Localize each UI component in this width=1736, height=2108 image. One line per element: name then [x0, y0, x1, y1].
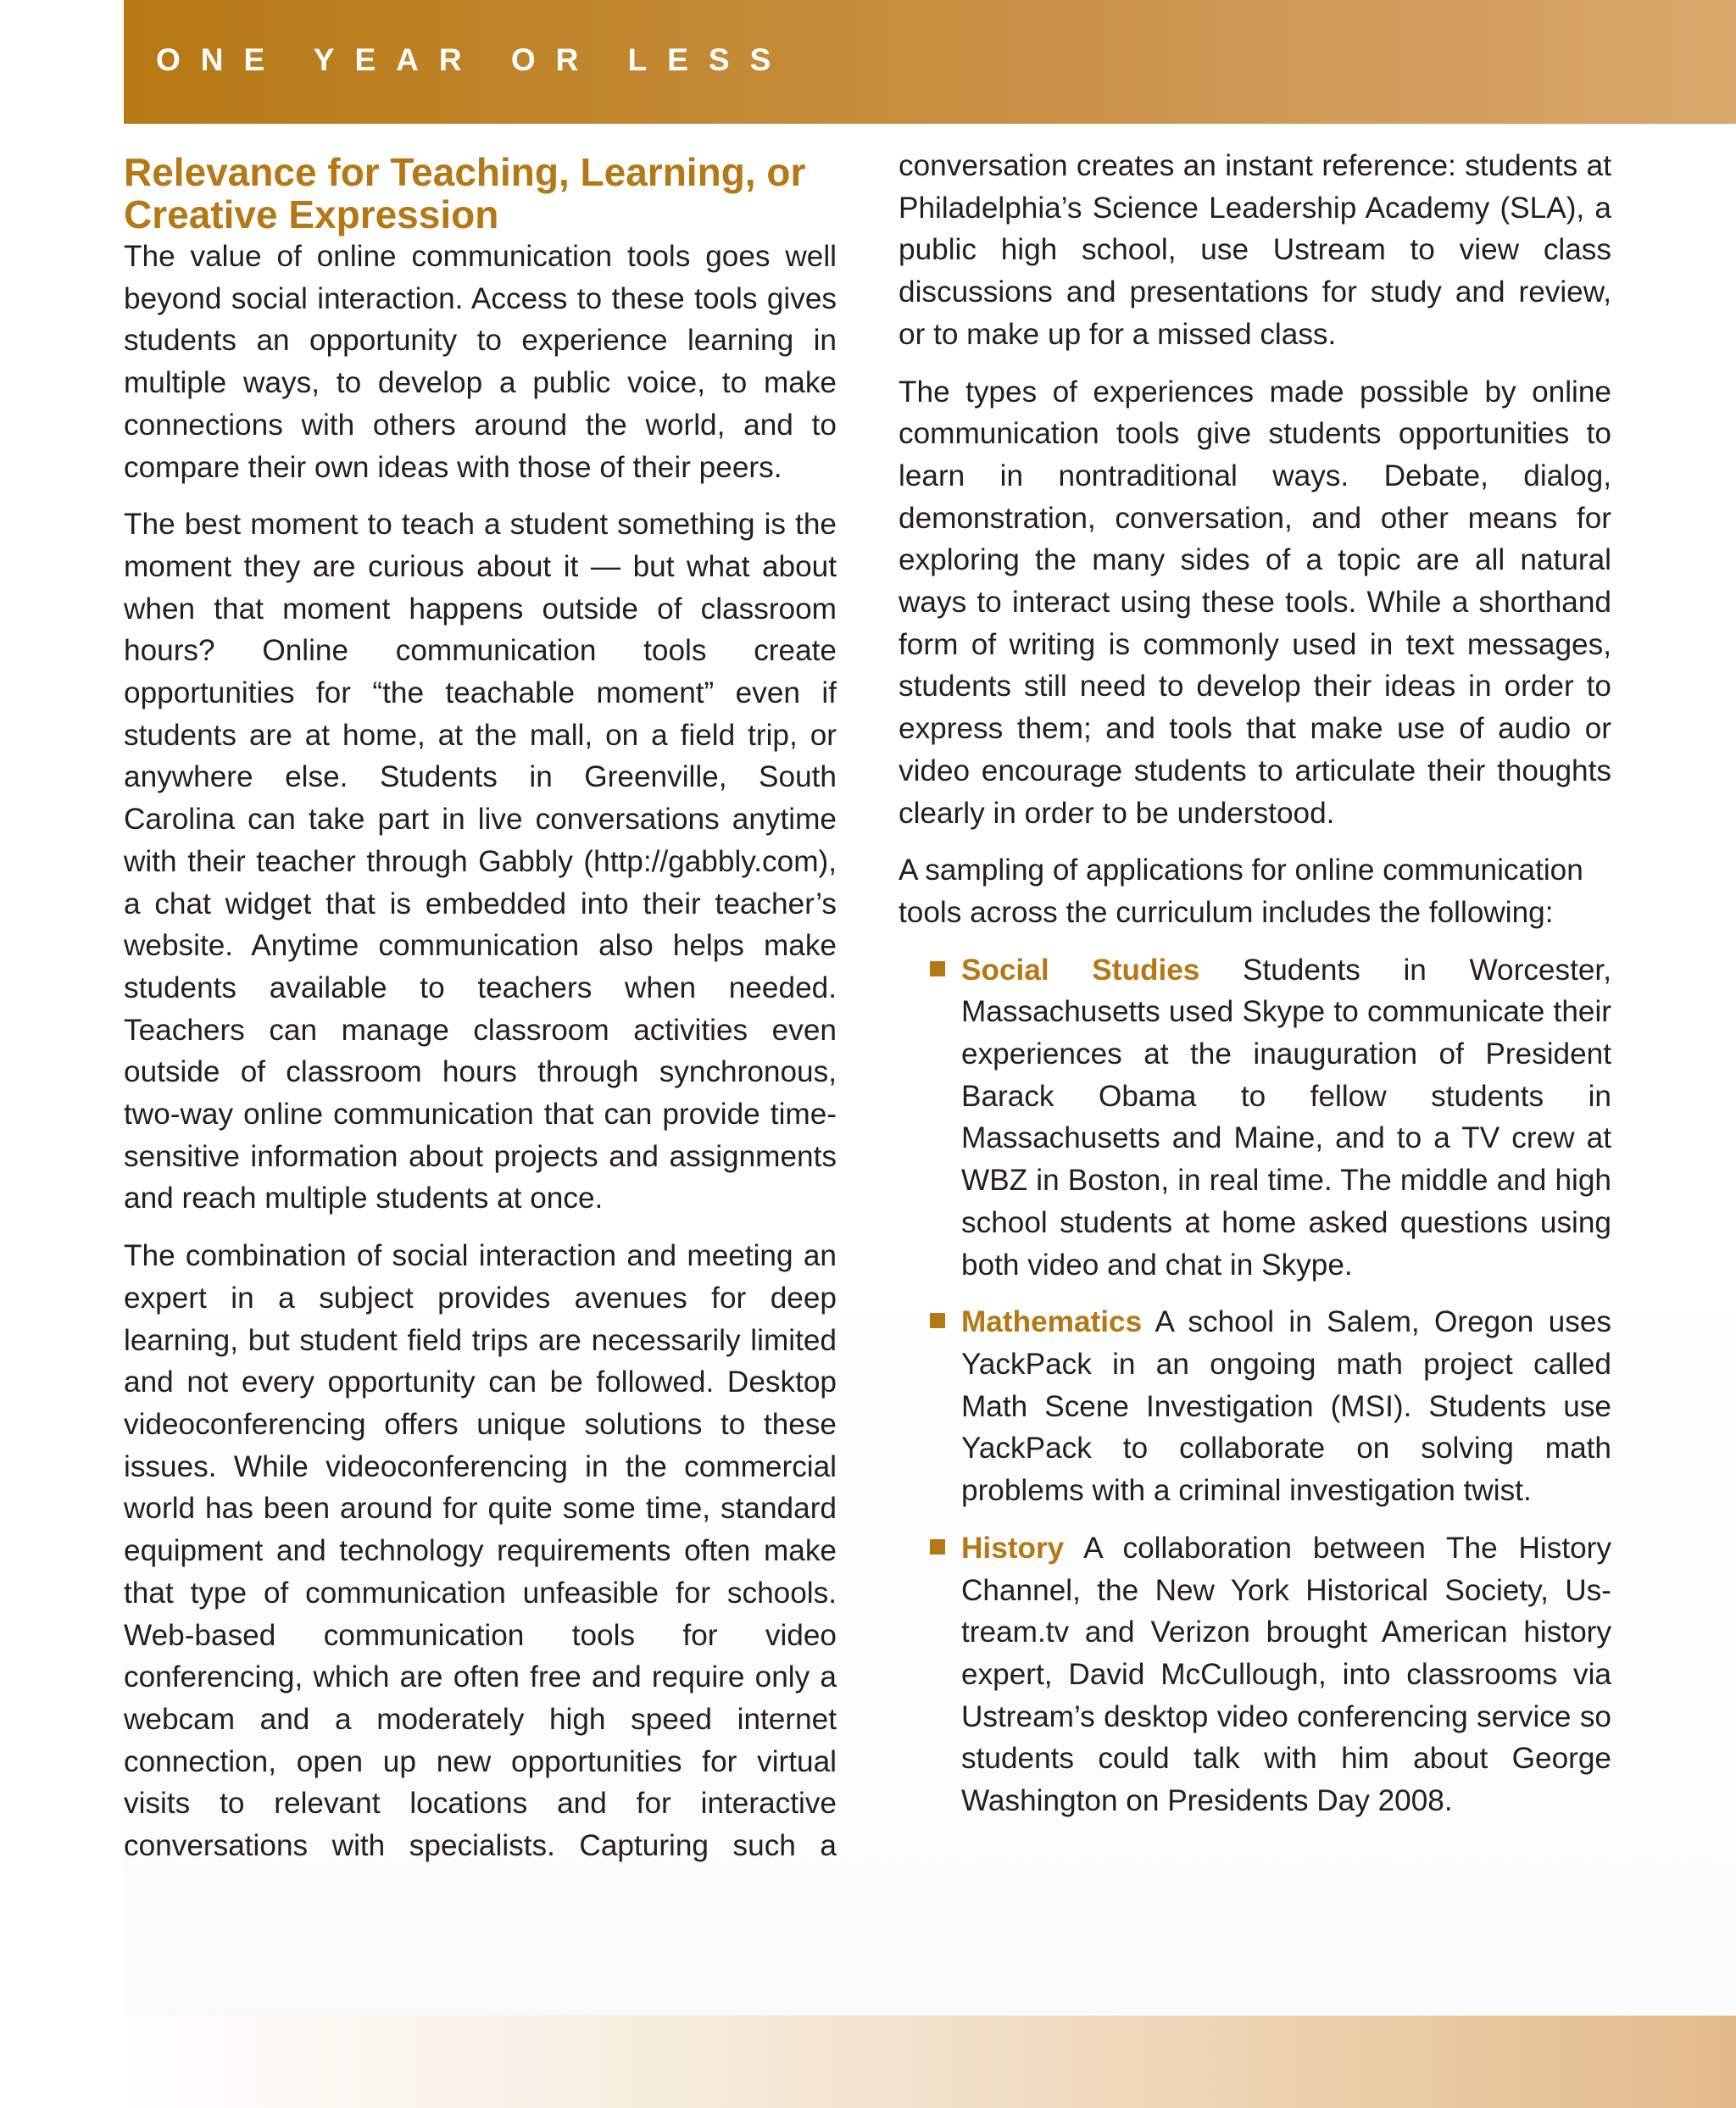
bullet-text: A collaboration between The History Channel, the New York Historical Society, Us-tream.tv and Verizon brought American history expert, David McCullough, into classrooms via Ustream’s desktop video conferencing service so students could talk with him about George Washington on Presidents Day 2008. — [961, 1531, 1611, 1818]
footer-band — [124, 2016, 1736, 2108]
right-column — [899, 145, 1611, 1838]
bullet-text: Students in Worcester, Massachusetts used Skype to communicate their experiences at the inauguration of President Barack Obama to fellow students in Massachusetts and Maine, and to a TV crew at WBZ in Boston, in real time. The middle and high school students at home asked questions using both video and chat in Skype. — [961, 953, 1611, 1282]
header-title: ONE YEAR OR LESS — [156, 42, 792, 77]
left-paragraph-3: The combination of social interaction and meeting an expert in a subject provides avenues for deep learning, but student field trips are necessarily limited and not every opportunity can be followed. Desktop videoconferencing offers unique solutions to these issues. While videoconferencing in the commercial world has been around for quite some time, standard equipment and technology requirements often make that type of communication unfeasible for schools. Web-based communication tools for video conferencing, which are often free and require only a webcam and a moderately high speed internet connection, open up new opportunities for virtual visits to relevant locations and for interactive conversations with specialists. Capturing such a — [124, 1239, 837, 1863]
list-item-mathematics — [961, 1301, 1611, 1512]
square-bullet-icon — [930, 1539, 945, 1555]
right-paragraph-2: The types of experiences made possible by online communication tools give students opportunities to learn in nontraditional ways. Debate, dialog, demonstration, conversation, and other means for exploring the many sides of a topic are all natural ways to interact using these tools. While a shorthand form of writing is commonly used in text messages, students still need to develop their ideas in order to express them; and tools that make use of audio or video encourage students to articulate their thoughts clearly in order to be understood. — [899, 375, 1611, 830]
right-paragraph-1: conversation creates an instant reference: students at Philadelphia’s Science Leadership Academy (SLA), a public high school, use Ustream to view class discussions and presentations for study and review, or to make up for a missed class. — [899, 149, 1611, 351]
section-heading: Relevance for Teaching, Learning, or Creative Expression — [124, 150, 806, 236]
left-paragraph-1: The value of online communication tools goes well beyond social interaction. Access to these tools gives students an opportunity to experience learning in multiple ways, to develop a public voice, to make connections with others around the world, and to compare their own ideas with those of their peers. — [124, 240, 837, 484]
left-column — [124, 146, 837, 1883]
list-item-history — [961, 1527, 1611, 1822]
bullet-label: Mathematics — [961, 1305, 1143, 1339]
curriculum-list — [899, 949, 1611, 1822]
right-paragraph-3: A sampling of applications for online communication tools across the curriculum includes the following: — [899, 854, 1583, 929]
bullet-label: Social Studies — [961, 953, 1200, 987]
list-item-social-studies — [961, 949, 1611, 1287]
bullet-label: History — [961, 1531, 1065, 1565]
left-paragraph-2: The best moment to teach a student something is the moment they are curious about it — but what about when that moment happens outside of classroom hours? Online communication tools create opportunities for “the teachable moment” even if students are at home, at the mall, on a field trip, or anywhere else. Students in Greenville, South Carolina can take part in live conversations anytime with their teacher through Gabbly (http://gabbly.com), a chat widget that is embedded into their teacher’s website. Anytime communication also helps make students available to teachers when needed. Teachers can manage classroom activities even outside of classroom hours through synchronous, two-way online communication that can provide time-sensitive information about projects and assignments and reach multiple students at once. — [124, 508, 837, 1215]
square-bullet-icon — [930, 961, 945, 976]
bullet-text: A school in Salem, Oregon uses YackPack in an ongoing math project called Math Scene Investigation (MSI). Students use YackPack to collaborate on solving math problems with a criminal investigation twist. — [961, 1305, 1611, 1508]
square-bullet-icon — [930, 1313, 945, 1328]
